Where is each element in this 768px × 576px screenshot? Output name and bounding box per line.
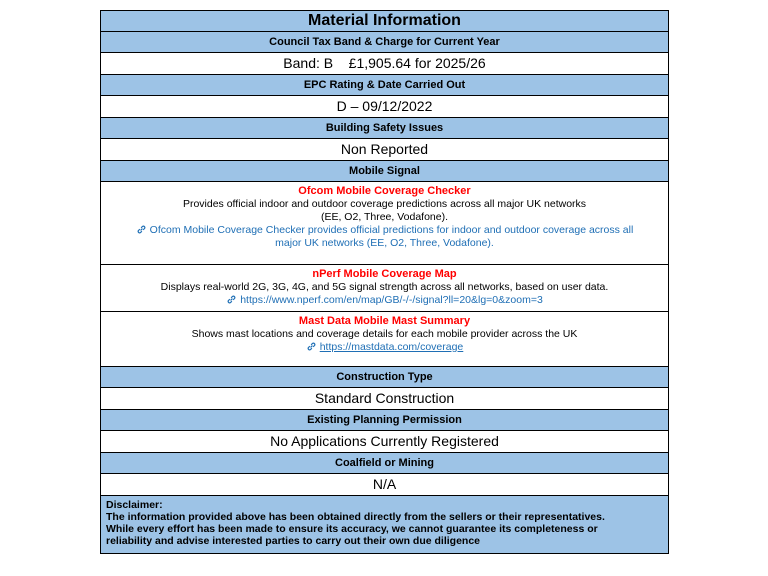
- ofcom-link[interactable]: [107, 224, 662, 237]
- coalfield-value: N/A: [101, 474, 668, 496]
- disclaimer: [101, 496, 668, 553]
- disclaimer-line2: While every effort has been made to ensure its accuracy, we cannot guarantee its completeness or: [106, 523, 598, 535]
- ofcom-title: Ofcom Mobile Coverage Checker: [298, 185, 471, 197]
- ofcom-desc-line1: Provides official indoor and outdoor coverage predictions across all major UK networks: [182, 198, 587, 210]
- nperf-block: [101, 265, 668, 312]
- planning-value: No Applications Currently Registered: [101, 431, 668, 453]
- disclaimer-line1: The information provided above has been obtained directly from the sellers or their representatives.: [106, 511, 605, 523]
- ofcom-desc-line2: (EE, O2, Three, Vodafone).: [320, 211, 449, 223]
- council-tax-value: Band: B £1,905.64 for 2025/26: [101, 53, 668, 75]
- link-icon: [306, 341, 317, 352]
- link-icon: [226, 294, 237, 305]
- nperf-link[interactable]: [107, 294, 662, 307]
- epc-header: EPC Rating & Date Carried Out: [101, 75, 668, 96]
- disclaimer-line3: reliability and advise interested parties to carry out their own due diligence: [106, 535, 481, 547]
- mobile-signal-header: Mobile Signal: [101, 161, 668, 182]
- council-tax-header: Council Tax Band & Charge for Current Year: [101, 32, 668, 53]
- disclaimer-label: Disclaimer:: [106, 499, 163, 511]
- ofcom-block: [101, 182, 668, 265]
- ofcom-link-line2[interactable]: major UK networks (EE, O2, Three, Vodafone).: [275, 237, 494, 249]
- planning-header: Existing Planning Permission: [101, 410, 668, 431]
- ofcom-link-line1[interactable]: Ofcom Mobile Coverage Checker provides official predictions for indoor and outdoor coverage across all: [149, 224, 634, 236]
- nperf-title: nPerf Mobile Coverage Map: [312, 268, 457, 280]
- coalfield-header: Coalfield or Mining: [101, 453, 668, 474]
- construction-value: Standard Construction: [101, 388, 668, 410]
- table-title: Material Information: [101, 11, 668, 32]
- nperf-link-text[interactable]: https://www.nperf.com/en/map/GB/-/-/signal?ll=20&lg=0&zoom=3: [240, 294, 543, 306]
- building-safety-value: Non Reported: [101, 139, 668, 161]
- building-safety-header: Building Safety Issues: [101, 118, 668, 139]
- mastdata-desc: Shows mast locations and coverage details for each mobile provider across the UK: [191, 328, 578, 340]
- mastdata-link[interactable]: [107, 341, 662, 354]
- construction-header: Construction Type: [101, 367, 668, 388]
- link-icon: [136, 224, 147, 235]
- mastdata-title: Mast Data Mobile Mast Summary: [298, 315, 471, 327]
- mastdata-link-text[interactable]: https://mastdata.com/coverage: [319, 341, 464, 353]
- nperf-desc: Displays real-world 2G, 3G, 4G, and 5G signal strength across all networks, based on user data.: [160, 281, 609, 293]
- epc-value: D – 09/12/2022: [101, 96, 668, 118]
- mastdata-block: [101, 312, 668, 367]
- material-information-table: [100, 10, 669, 554]
